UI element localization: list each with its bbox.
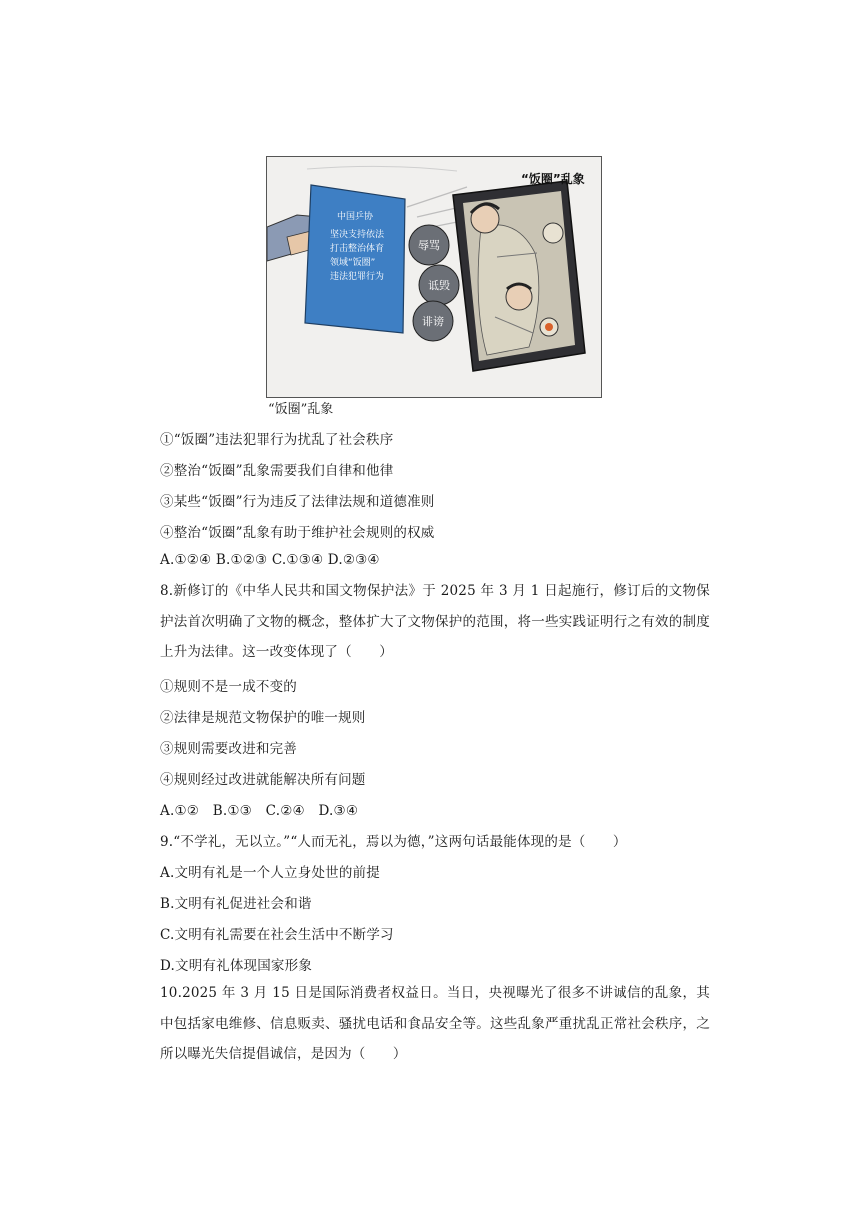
q8-stem: 8.新修订的《中华人民共和国文物保护法》于 2025 年 3 月 1 日起施行，修订后的文物保护法首次明确了文物的概念，整体扩大了文物保护的范围，将一些实践证明行之有效的制度上升为法律。这一改变体现了（ ） (160, 583, 710, 660)
q7-option-4: ④整治“饭圈”乱象有助于维护社会规则的权威 (160, 525, 435, 541)
document-paper (305, 185, 405, 333)
q7-option-3: ③某些“饭圈”行为违反了法律法规和道德准则 (160, 494, 435, 510)
bubble-label-slander: 诋毁 (428, 279, 450, 292)
q8-option-2: ②法律是规范文物保护的唯一规则 (160, 710, 366, 726)
q8-answers: A.①② B.①③ C.②④ D.③④ (160, 803, 359, 819)
q8-option-1: ①规则不是一成不变的 (160, 679, 297, 695)
q8-option-3: ③规则需要改进和完善 (160, 741, 297, 757)
cartoon-drawing (267, 157, 601, 397)
q7-option-1: ①“饭圈”违法犯罪行为扰乱了社会秩序 (160, 432, 394, 448)
bubble-label-defamation: 诽谤 (422, 315, 444, 328)
q9-stem: 9.“不学礼，无以立。”“人而无礼，焉以为德，”这两句话最能体现的是（ ） (160, 834, 627, 850)
q7-answers: A.①②④ B.①②③ C.①③④ D.②③④ (160, 552, 380, 568)
insult-bubble (409, 225, 449, 265)
q7-option-2: ②整治“饭圈”乱象需要我们自律和他律 (160, 463, 394, 479)
cartoon-title: “饭圈”乱象 (521, 172, 585, 186)
bubble-label-insult: 辱骂 (418, 239, 440, 252)
cartoon-illustration (266, 156, 602, 398)
q9-option-b: B.文明有礼促进社会和谐 (160, 896, 312, 912)
doc-line-5: 违法犯罪行为 (330, 272, 385, 282)
q8-option-4: ④规则经过改进就能解决所有问题 (160, 772, 366, 788)
doc-line-3: 打击整治体育 (330, 244, 385, 254)
doc-line-1: 中国乒协 (337, 212, 374, 222)
figure-caption: “饭圈”乱象 (268, 402, 334, 417)
doc-line-4: 领域“饭圈” (330, 258, 376, 268)
q9-option-a: A.文明有礼是一个人立身处世的前提 (160, 865, 380, 881)
doc-line-2: 坚决支持依法 (330, 230, 385, 240)
phone-illustration (453, 181, 585, 371)
q9-option-c: C.文明有礼需要在社会生活中不断学习 (160, 927, 394, 943)
slander-bubble (419, 265, 459, 305)
q10-stem: 10.2025 年 3 月 15 日是国际消费者权益日。当日，央视曝光了很多不讲诚信的乱象，其中包括家电维修、信息贩卖、骚扰电话和食品安全等。这些乱象严重扰乱正常社会秩序，之所以曝光失信提倡诚信，是因为（ ） (160, 985, 710, 1062)
defamation-bubble (413, 301, 453, 341)
q9-option-d: D.文明有礼体现国家形象 (160, 958, 313, 974)
